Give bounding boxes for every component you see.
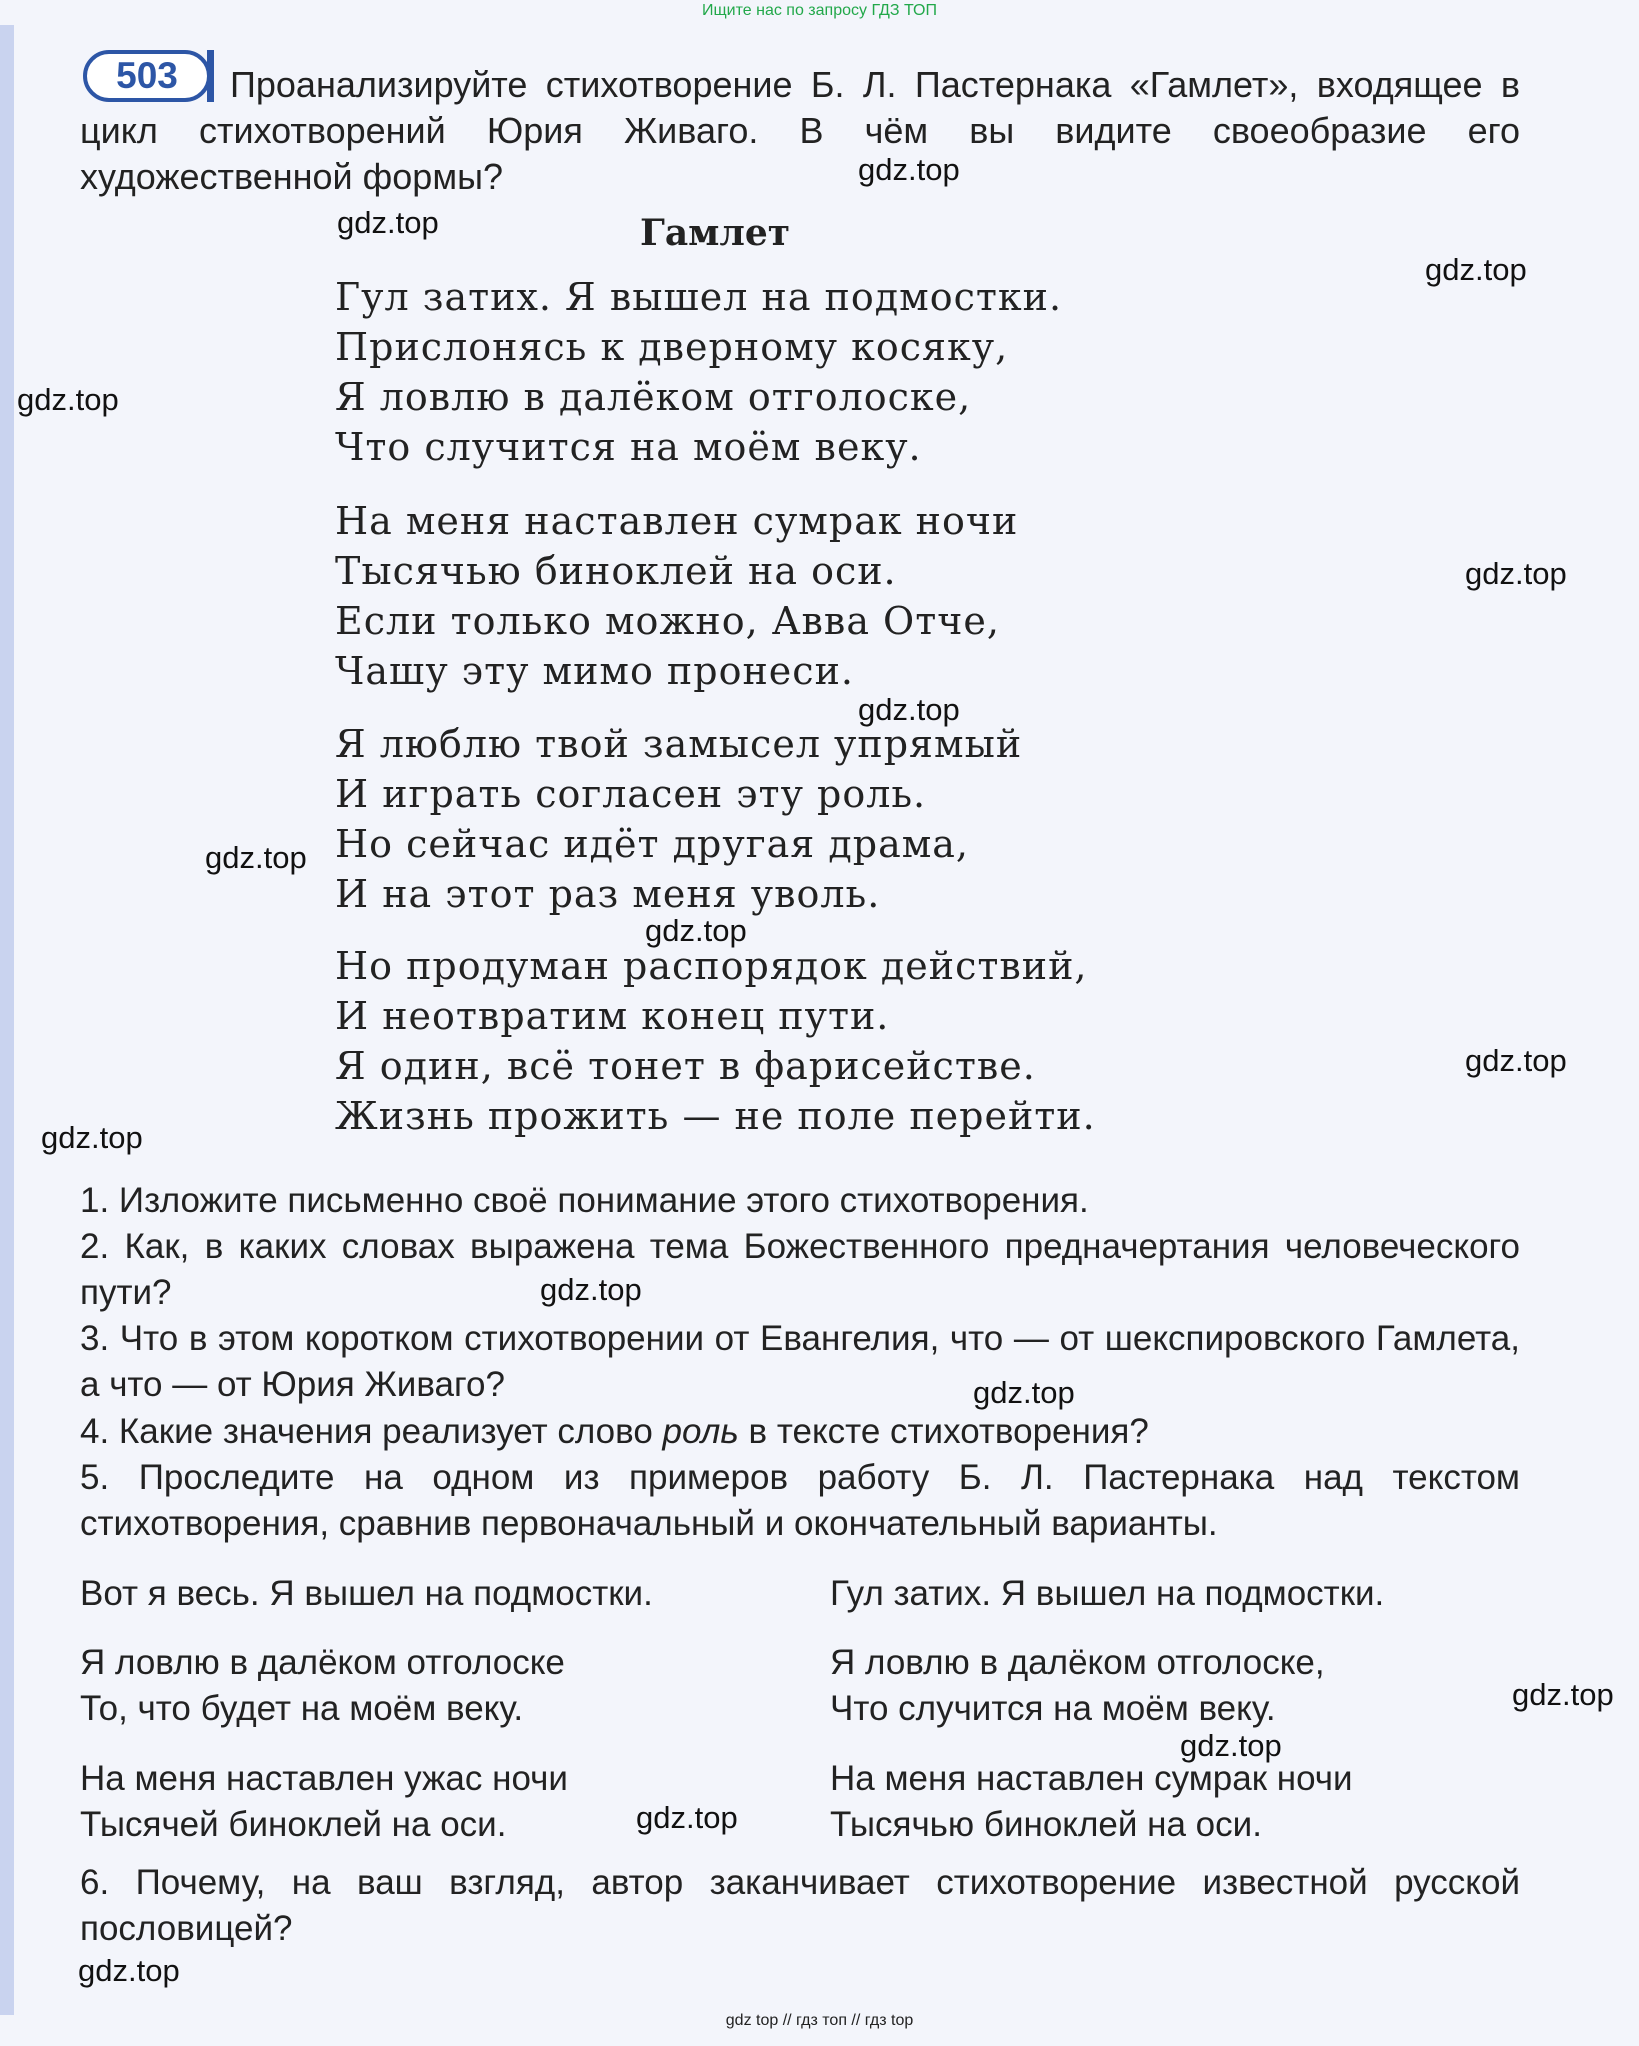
question-emphasis: роль [662,1412,739,1451]
final-line: На меня наставлен сумрак ночи [830,1759,1353,1798]
poem-line: И на этот раз меня уволь. [335,872,881,916]
poem-line: На меня наставлен сумрак ночи [335,499,1019,543]
watermark: gdz.top [205,840,307,875]
final-line: Что случится на моём веку. [830,1689,1276,1728]
question-text: 4. Какие значения реализует слово [80,1412,663,1451]
poem-line: Я люблю твой замысел упрямый [335,722,1023,766]
draft-line: Тысячей биноклей на оси. [80,1805,507,1844]
poem-line: И играть согласен эту роль. [335,772,927,816]
watermark: gdz.top [337,205,439,240]
watermark: gdz.top [973,1375,1075,1410]
poem-stanza-1 [335,272,1062,472]
page-edge [0,25,14,2015]
question-3 [80,1316,1520,1408]
watermark: gdz.top [1512,1677,1614,1712]
exercise-intro: Проанализируйте стихотворение Б. Л. Пастернака «Гамлет», входящее в цикл стихотворений Юрия Живаго. В чём вы видите своеобразие его художественной формы? [80,64,1520,197]
question-text: 3. Что в этом коротком стихотворении от Евангелия, что — от шекспировского Гамлета, а что — от Юрия Живаго? [80,1319,1520,1404]
poem-title: Гамлет [640,212,791,254]
draft-line: То, что будет на моём веку. [80,1689,524,1728]
watermark: gdz.top [1465,556,1567,591]
question-1 [80,1178,1520,1224]
watermark: gdz.top [41,1120,143,1155]
watermark: gdz.top [636,1800,738,1835]
final-line: Я ловлю в далёком отголоске, [830,1643,1325,1682]
watermark: gdz.top [17,382,119,417]
question-6 [80,1860,1520,1952]
poem-line: И неотвратим конец пути. [335,994,890,1038]
poem-line: Я один, всё тонет в фарисействе. [335,1044,1036,1088]
poem-line: Жизнь прожить — не поле перейти. [335,1094,1096,1138]
final-line: Тысячью биноклей на оси. [830,1805,1262,1844]
poem-line: Гул затих. Я вышел на подмостки. [335,275,1063,319]
question-4 [80,1409,1520,1455]
watermark: gdz.top [858,152,960,187]
poem-line: Тысячью биноклей на оси. [335,549,897,593]
question-text: 2. Как, в каких словах выражена тема Божественного предначертания человеческого пути? [80,1227,1520,1312]
poem-line: Если только можно, Авва Отче, [335,599,1000,643]
poem-line: Но продуман распорядок действий, [335,944,1088,988]
poem-stanza-3 [335,719,1022,919]
watermark: gdz.top [78,1953,180,1988]
poem-line: Что случится на моём веку. [335,425,922,469]
question-text: 6. Почему, на ваш взгляд, автор заканчивает стихотворение известной русской пословицей? [80,1863,1520,1948]
watermark: gdz.top [645,913,747,948]
poem-stanza-2 [335,496,1018,696]
question-text: 5. Проследите на одном из примеров работу Б. Л. Пастернака над текстом стихотворения, сравнив первоначальный и окончательный варианты. [80,1458,1520,1543]
poem-line: Прислонясь к дверному косяку, [335,325,1009,369]
watermark: gdz.top [540,1272,642,1307]
question-text: в тексте стихотворения? [738,1412,1149,1451]
draft-line: На меня наставлен ужас ночи [80,1759,568,1798]
poem-line: Но сейчас идёт другая драма, [335,822,970,866]
poem-line: Я ловлю в далёком отголоске, [335,375,972,419]
top-banner: Ищите нас по запросу ГДЗ ТОП [702,2,937,19]
draft-line: Вот я весь. Я вышел на подмостки. [80,1574,653,1613]
watermark: gdz.top [1180,1728,1282,1763]
final-line: Гул затих. Я вышел на подмостки. [830,1574,1385,1613]
watermark: gdz.top [1425,252,1527,287]
watermark: gdz.top [858,692,960,727]
question-text: 1. Изложите письменно своё понимание этого стихотворения. [80,1181,1089,1220]
draft-line: Я ловлю в далёком отголоске [80,1643,565,1682]
poem-line: Чашу эту мимо пронеси. [335,649,854,693]
watermark: gdz.top [1465,1043,1567,1078]
footer: gdz top // гдз топ // гдз top [725,2012,914,2029]
question-5 [80,1455,1520,1547]
poem-stanza-4 [335,941,1096,1141]
exercise-number: 503 [116,55,178,96]
question-2 [80,1224,1520,1316]
